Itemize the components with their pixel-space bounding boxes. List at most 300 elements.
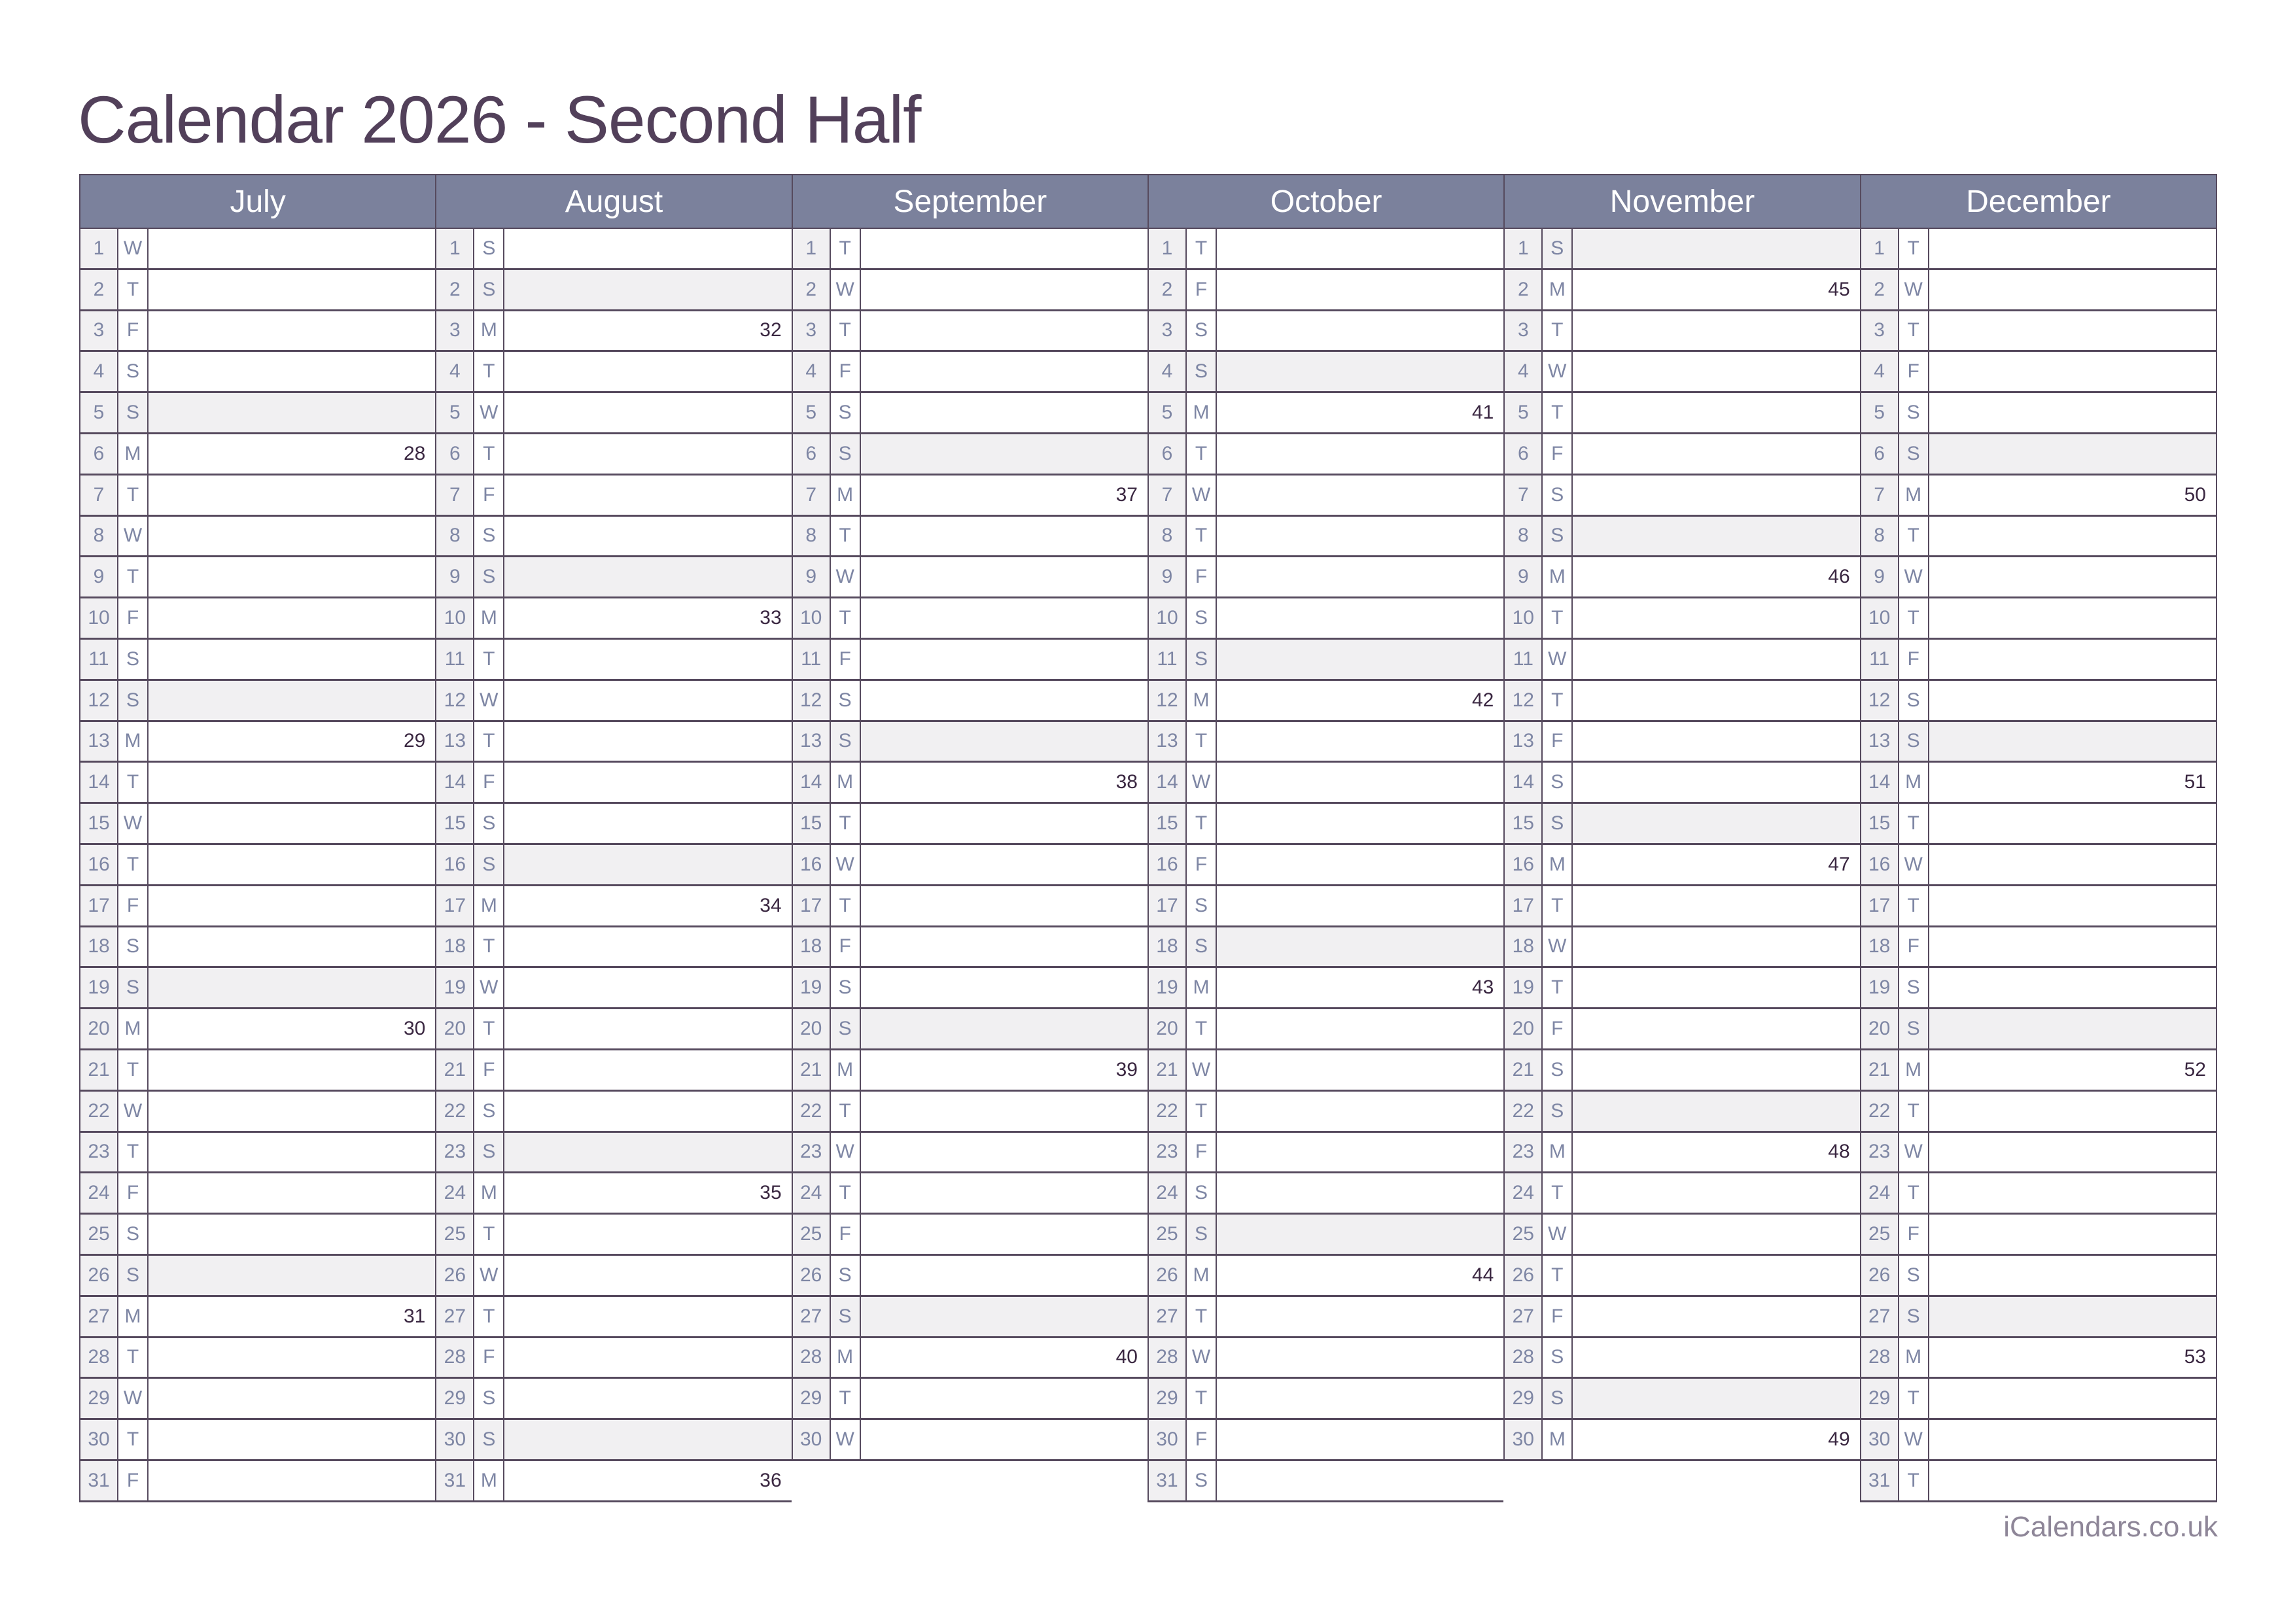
- day-number: 26: [1505, 1256, 1543, 1295]
- day-number: 16: [80, 845, 118, 884]
- day-number: 17: [80, 886, 118, 925]
- month-header: September: [793, 174, 1148, 229]
- day-number: 22: [436, 1092, 474, 1131]
- weekday-letter: S: [831, 1256, 861, 1295]
- weekday-letter: M: [1187, 681, 1217, 720]
- weekday-letter: S: [474, 1092, 504, 1131]
- day-number: 29: [80, 1379, 118, 1418]
- weekday-letter: M: [1187, 393, 1217, 432]
- day-number: 31: [1861, 1461, 1899, 1500]
- day-number: 19: [1861, 968, 1899, 1007]
- day-row: [793, 640, 1148, 681]
- day-note-space: [149, 229, 435, 268]
- weekday-letter: F: [1899, 927, 1929, 967]
- day-note-space: [1217, 1420, 1503, 1459]
- day-note-space: [149, 1092, 435, 1131]
- day-row: [436, 1215, 791, 1256]
- weekday-letter: M: [1543, 270, 1573, 309]
- weekday-letter: T: [118, 475, 149, 515]
- day-note-space: [861, 640, 1148, 679]
- day-row: [793, 1338, 1148, 1379]
- day-row: [1505, 1297, 1859, 1338]
- week-number: 36: [760, 1469, 782, 1491]
- day-note-space: [1573, 804, 1859, 843]
- day-number: 3: [1149, 311, 1187, 351]
- week-number: 43: [1471, 976, 1494, 999]
- day-row: [793, 1009, 1148, 1050]
- day-note-space: [861, 434, 1148, 474]
- weekday-letter: T: [1543, 1173, 1573, 1213]
- day-row: [1149, 1420, 1503, 1461]
- day-note-space: [504, 475, 791, 515]
- day-number: 1: [1861, 229, 1899, 268]
- day-note-space: [1929, 722, 2216, 761]
- day-row: [1149, 1379, 1503, 1420]
- day-row: [436, 393, 791, 434]
- day-number: 14: [1861, 763, 1899, 802]
- weekday-letter: W: [831, 557, 861, 596]
- day-number: 16: [1149, 845, 1187, 884]
- day-number: 23: [1149, 1133, 1187, 1172]
- day-note-space: [149, 1338, 435, 1377]
- month-column-july: [79, 174, 435, 1502]
- day-row: [1505, 927, 1859, 969]
- day-number: 18: [1149, 927, 1187, 967]
- day-note-space: [861, 311, 1148, 351]
- day-row: [1861, 722, 2216, 763]
- day-row: [436, 1009, 791, 1050]
- weekday-letter: F: [1187, 557, 1217, 596]
- weekday-letter: S: [474, 804, 504, 843]
- day-note-space: [504, 968, 791, 1007]
- day-note-space: [504, 517, 791, 556]
- weekday-letter: T: [474, 1297, 504, 1336]
- weekday-letter: F: [1187, 1420, 1217, 1459]
- day-number: 19: [793, 968, 831, 1007]
- day-row: [80, 1009, 435, 1050]
- day-number: 14: [80, 763, 118, 802]
- day-row: [436, 557, 791, 598]
- day-note-space: [504, 845, 791, 884]
- day-note-space: [1573, 475, 1859, 515]
- day-number: 8: [1861, 517, 1899, 556]
- day-number: 10: [1149, 598, 1187, 638]
- day-number: 25: [80, 1215, 118, 1254]
- weekday-letter: W: [474, 968, 504, 1007]
- week-number: 40: [1115, 1346, 1138, 1368]
- day-note-space: [861, 1092, 1148, 1131]
- weekday-letter: T: [831, 886, 861, 925]
- day-row: [436, 886, 791, 927]
- day-note-space: [1217, 270, 1503, 309]
- day-number: 20: [1861, 1009, 1899, 1048]
- day-number: 31: [436, 1461, 474, 1500]
- day-note-space: [861, 1297, 1148, 1336]
- weekday-letter: S: [1543, 229, 1573, 268]
- day-note-space: [149, 1133, 435, 1172]
- day-number: 4: [1861, 352, 1899, 391]
- weekday-letter: S: [1543, 804, 1573, 843]
- weekday-letter: F: [1543, 722, 1573, 761]
- day-note-space: [1573, 968, 1859, 1007]
- day-note-space: [504, 352, 791, 391]
- day-note-space: [1217, 229, 1503, 268]
- day-number: 26: [436, 1256, 474, 1295]
- day-note-space: [1573, 1009, 1859, 1048]
- day-note-space: [1573, 229, 1859, 268]
- day-row: [80, 352, 435, 393]
- day-row: [1149, 1215, 1503, 1256]
- day-number: 31: [80, 1461, 118, 1500]
- day-note-space: [149, 927, 435, 967]
- day-note-space: [861, 1215, 1148, 1254]
- day-note-space: [149, 475, 435, 515]
- month-header: August: [436, 174, 791, 229]
- day-note-space: [1217, 475, 1503, 515]
- day-note-space: [861, 1379, 1148, 1418]
- day-row: [793, 270, 1148, 311]
- day-note-space: [1217, 517, 1503, 556]
- day-note-space: [149, 1215, 435, 1254]
- weekday-letter: W: [1543, 927, 1573, 967]
- day-row: [1149, 968, 1503, 1009]
- week-number: 33: [760, 607, 782, 629]
- day-row: [1861, 1256, 2216, 1297]
- day-row: [1861, 968, 2216, 1009]
- day-note-space: [1929, 1133, 2216, 1172]
- day-note-space: [149, 270, 435, 309]
- day-row: [1149, 1461, 1503, 1502]
- day-number: 27: [1861, 1297, 1899, 1336]
- weekday-letter: T: [831, 229, 861, 268]
- weekday-letter: S: [1899, 1297, 1929, 1336]
- day-note-space: [861, 845, 1148, 884]
- day-row: [1861, 804, 2216, 845]
- day-number: 11: [1505, 640, 1543, 679]
- day-note-space: [1573, 640, 1859, 679]
- day-row: [793, 1379, 1148, 1420]
- day-number: 29: [1149, 1379, 1187, 1418]
- weekday-letter: T: [118, 845, 149, 884]
- day-row: [793, 517, 1148, 558]
- day-row: [80, 1379, 435, 1420]
- day-number: 5: [793, 393, 831, 432]
- day-number: 8: [436, 517, 474, 556]
- day-note-space: [1929, 311, 2216, 351]
- day-note-space: [1573, 1379, 1859, 1418]
- weekday-letter: T: [1899, 1461, 1929, 1500]
- day-note-space: [1217, 640, 1503, 679]
- weekday-letter: S: [831, 968, 861, 1007]
- weekday-letter: T: [831, 1379, 861, 1418]
- day-number: 5: [80, 393, 118, 432]
- day-number: 10: [436, 598, 474, 638]
- day-number: 6: [436, 434, 474, 474]
- day-number: 20: [80, 1009, 118, 1048]
- weekday-letter: F: [831, 1215, 861, 1254]
- day-row: [1149, 1338, 1503, 1379]
- day-number: 2: [1505, 270, 1543, 309]
- week-number: 44: [1471, 1264, 1494, 1286]
- weekday-letter: S: [1899, 681, 1929, 720]
- weekday-letter: M: [118, 1009, 149, 1048]
- day-note-space: [861, 927, 1148, 967]
- day-note-space: [1929, 229, 2216, 268]
- weekday-letter: S: [1543, 475, 1573, 515]
- day-number: 24: [793, 1173, 831, 1213]
- day-note-space: [1929, 1092, 2216, 1131]
- day-row: [436, 517, 791, 558]
- day-number: 8: [1505, 517, 1543, 556]
- day-note-space: [861, 886, 1148, 925]
- weekday-letter: S: [1899, 968, 1929, 1007]
- day-number: 22: [80, 1092, 118, 1131]
- day-note-space: [1217, 1009, 1503, 1048]
- weekday-letter: S: [831, 681, 861, 720]
- weekday-letter: T: [118, 1338, 149, 1377]
- day-note-space: [149, 845, 435, 884]
- day-number: 19: [1149, 968, 1187, 1007]
- day-row: [1149, 804, 1503, 845]
- week-number: 30: [403, 1018, 426, 1040]
- day-row: [1861, 886, 2216, 927]
- day-number: 22: [1505, 1092, 1543, 1131]
- day-number: 10: [1861, 598, 1899, 638]
- day-row: [80, 1420, 435, 1461]
- day-number: 23: [1505, 1133, 1543, 1172]
- weekday-letter: S: [1543, 1092, 1573, 1131]
- day-number: 27: [793, 1297, 831, 1336]
- day-row: [793, 681, 1148, 722]
- day-row: [1861, 763, 2216, 804]
- day-number: 18: [1861, 927, 1899, 967]
- day-number: 15: [1149, 804, 1187, 843]
- day-number: 23: [436, 1133, 474, 1172]
- month-header: December: [1861, 174, 2216, 229]
- day-number: 9: [436, 557, 474, 596]
- weekday-letter: T: [831, 804, 861, 843]
- day-number: 15: [436, 804, 474, 843]
- day-row: [1861, 434, 2216, 475]
- weekday-letter: M: [118, 1297, 149, 1336]
- day-note-space: [1929, 886, 2216, 925]
- day-note-space: [1929, 352, 2216, 391]
- day-number: 16: [793, 845, 831, 884]
- day-row: [80, 968, 435, 1009]
- weekday-letter: S: [1543, 763, 1573, 802]
- day-row: [793, 475, 1148, 517]
- weekday-letter: W: [1899, 1420, 1929, 1459]
- weekday-letter: T: [1543, 598, 1573, 638]
- day-note-space: [1929, 1420, 2216, 1459]
- day-note-space: [1929, 1215, 2216, 1254]
- day-number: 6: [1861, 434, 1899, 474]
- weekday-letter: T: [474, 640, 504, 679]
- week-number: 38: [1115, 771, 1138, 793]
- weekday-letter: W: [118, 1379, 149, 1418]
- day-number: 26: [80, 1256, 118, 1295]
- day-row: [436, 270, 791, 311]
- day-number: 13: [436, 722, 474, 761]
- day-row: [1861, 1050, 2216, 1092]
- day-number: 6: [80, 434, 118, 474]
- day-note-space: [504, 1050, 791, 1090]
- weekday-letter: M: [1543, 1420, 1573, 1459]
- day-row: [1505, 1173, 1859, 1215]
- weekday-letter: S: [474, 845, 504, 884]
- weekday-letter: S: [474, 229, 504, 268]
- weekday-letter: T: [1899, 1092, 1929, 1131]
- day-note-space: [504, 393, 791, 432]
- day-row: [1505, 681, 1859, 722]
- day-row: [436, 1297, 791, 1338]
- day-note-space: [504, 434, 791, 474]
- day-number: 5: [436, 393, 474, 432]
- weekday-letter: M: [1899, 475, 1929, 515]
- day-row: [1861, 1461, 2216, 1502]
- day-row: [1149, 475, 1503, 517]
- day-note-space: [149, 557, 435, 596]
- weekday-letter: T: [1899, 598, 1929, 638]
- day-row: [80, 1173, 435, 1215]
- day-number: 30: [436, 1420, 474, 1459]
- day-note-space: [504, 229, 791, 268]
- day-note-space: [1217, 1215, 1503, 1254]
- weekday-letter: F: [118, 1173, 149, 1213]
- day-row: [1861, 681, 2216, 722]
- day-number: 27: [1505, 1297, 1543, 1336]
- day-row: [793, 598, 1148, 640]
- weekday-letter: S: [1187, 1215, 1217, 1254]
- day-row: [1861, 845, 2216, 886]
- day-number: 23: [1861, 1133, 1899, 1172]
- day-number: 14: [1149, 763, 1187, 802]
- weekday-letter: F: [1187, 845, 1217, 884]
- day-row: [436, 968, 791, 1009]
- day-note-space: [1929, 640, 2216, 679]
- day-note-space: [149, 598, 435, 638]
- weekday-letter: T: [1899, 517, 1929, 556]
- day-note-space: [1217, 1133, 1503, 1172]
- day-note-space: [149, 311, 435, 351]
- day-number: 3: [436, 311, 474, 351]
- day-row: [793, 722, 1148, 763]
- day-note-space: [1929, 1461, 2216, 1500]
- day-number: 14: [793, 763, 831, 802]
- day-number: 11: [1149, 640, 1187, 679]
- day-note-space: [1217, 845, 1503, 884]
- day-note-space: [1573, 681, 1859, 720]
- day-note-space: [861, 968, 1148, 1007]
- weekday-letter: T: [1187, 1379, 1217, 1418]
- weekday-letter: W: [1543, 1215, 1573, 1254]
- day-row: [80, 640, 435, 681]
- day-number: 11: [436, 640, 474, 679]
- weekday-letter: M: [1899, 763, 1929, 802]
- day-note-space: [504, 1133, 791, 1172]
- day-number: 17: [1149, 886, 1187, 925]
- weekday-letter: T: [1543, 886, 1573, 925]
- day-number: 19: [1505, 968, 1543, 1007]
- weekday-letter: W: [474, 681, 504, 720]
- day-note-space: [1573, 927, 1859, 967]
- weekday-letter: T: [1187, 229, 1217, 268]
- day-row: [1149, 640, 1503, 681]
- week-number: 39: [1115, 1058, 1138, 1080]
- day-number: 17: [1861, 886, 1899, 925]
- weekday-letter: M: [474, 1173, 504, 1213]
- day-row: [793, 311, 1148, 353]
- week-number: 32: [760, 319, 782, 341]
- weekday-letter: S: [474, 517, 504, 556]
- day-note-space: [504, 1215, 791, 1254]
- weekday-letter: F: [1543, 1009, 1573, 1048]
- day-note-space: [149, 804, 435, 843]
- day-note-space: [504, 1297, 791, 1336]
- weekday-letter: W: [1543, 640, 1573, 679]
- day-row: [1861, 1215, 2216, 1256]
- day-number: 27: [436, 1297, 474, 1336]
- day-number: 3: [80, 311, 118, 351]
- day-row: [80, 1050, 435, 1092]
- weekday-letter: M: [831, 475, 861, 515]
- day-row: [1861, 557, 2216, 598]
- day-row: [1505, 598, 1859, 640]
- day-row: [436, 1092, 791, 1133]
- weekday-letter: T: [1899, 886, 1929, 925]
- weekday-letter: T: [1187, 1092, 1217, 1131]
- day-number: 13: [80, 722, 118, 761]
- day-row: [1861, 1338, 2216, 1379]
- day-number: 9: [1505, 557, 1543, 596]
- weekday-letter: S: [831, 1297, 861, 1336]
- weekday-letter: T: [1899, 804, 1929, 843]
- day-number: 13: [1861, 722, 1899, 761]
- day-row: [1149, 681, 1503, 722]
- weekday-letter: W: [831, 1133, 861, 1172]
- day-row: [793, 845, 1148, 886]
- day-row: [80, 393, 435, 434]
- weekday-letter: M: [831, 763, 861, 802]
- weekday-letter: T: [1187, 1009, 1217, 1048]
- day-note-space: [1573, 517, 1859, 556]
- weekday-letter: T: [474, 1009, 504, 1048]
- day-note-space: [1929, 393, 2216, 432]
- day-number: 28: [80, 1338, 118, 1377]
- day-number: 9: [80, 557, 118, 596]
- day-note-space: [1217, 434, 1503, 474]
- day-number: 22: [1861, 1092, 1899, 1131]
- weekday-letter: F: [474, 1338, 504, 1377]
- weekday-letter: T: [1187, 1297, 1217, 1336]
- week-number: 35: [760, 1182, 782, 1204]
- weekday-letter: T: [1187, 517, 1217, 556]
- footer-brand: iCalendars.co.uk: [2003, 1511, 2218, 1543]
- day-note-space: [149, 517, 435, 556]
- day-row: [1861, 311, 2216, 353]
- weekday-letter: T: [474, 352, 504, 391]
- weekday-letter: S: [474, 270, 504, 309]
- day-row: [1505, 886, 1859, 927]
- day-number: 7: [1861, 475, 1899, 515]
- weekday-letter: T: [118, 1050, 149, 1090]
- day-number: 20: [436, 1009, 474, 1048]
- day-row: [80, 1215, 435, 1256]
- day-number: 4: [436, 352, 474, 391]
- weekday-letter: S: [474, 557, 504, 596]
- weekday-letter: T: [1899, 229, 1929, 268]
- day-row: [1505, 1256, 1859, 1297]
